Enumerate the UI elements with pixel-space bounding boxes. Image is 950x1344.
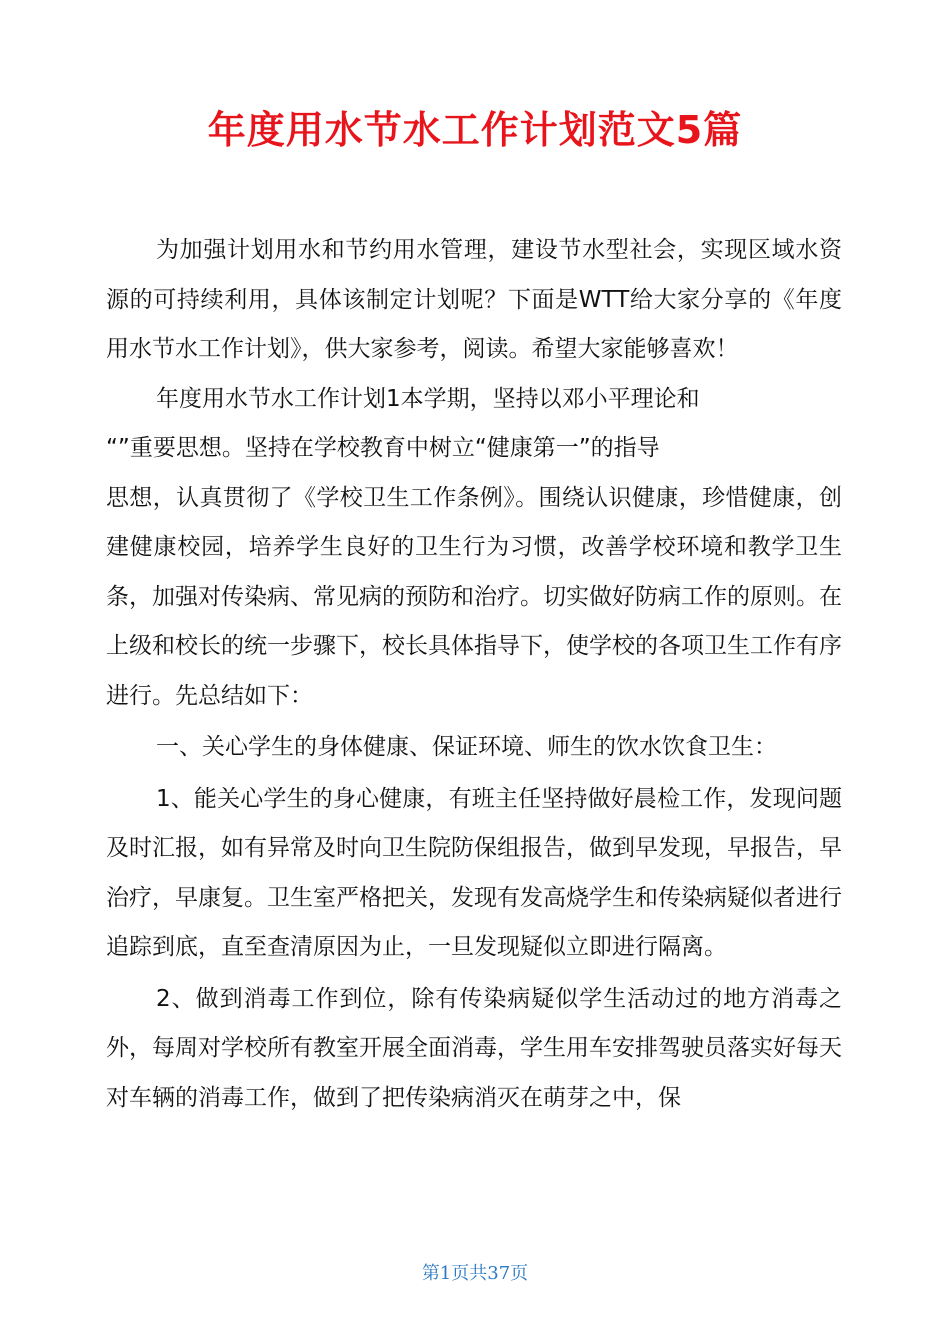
document-title: 年度用水节水工作计划范文5篇 [207,108,743,152]
paragraph-plan-1-line-2: “”重要思想。坚持在学校教育中树立“健康第一”的指导 [106,435,660,461]
document-body [106,226,842,1123]
paragraph-plan-1-body: 思想，认真贯彻了《学校卫生工作条例》。围绕认识健康，珍惜健康，创建健康校园，培养学生良好的卫生行为习惯，改善学校环境和教学卫生条，加强对传染病、常见病的预防和治疗。切实做好防病工作的原则。在上级和校长的统一步骤下，校长具体指导下，使学校的各项卫生工作有序进行。先总结如下： [106,484,842,709]
paragraph-item-2: 2、做到消毒工作到位，除有传染病疑似学生活动过的地方消毒之外，每周对学校所有教室开展全面消毒，学生用车安排驾驶员落实好每天对车辆的消毒工作，做到了把传染病消灭在萌芽之中，保 [106,985,842,1111]
page-footer: 第1页共37页 [421,1263,529,1284]
paragraph-plan-1-start: 年度用水节水工作计划1本学期，坚持以邓小平理论和 [156,385,700,412]
paragraph-intro: 为加强计划用水和节约用水管理，建设节水型社会，实现区域水资源的可持续利用，具体该制定计划呢？下面是WTT给大家分享的《年度用水节水工作计划》，供大家参考，阅读。希望大家能够喜欢！ [106,237,842,362]
paragraph-item-1: 1、能关心学生的身心健康，有班主任坚持做好晨检工作，发现问题及时汇报，如有异常及时向卫生院防保组报告，做到早发现，早报告，早治疗，早康复。卫生室严格把关，发现有发高烧学生和传染病疑似者进行追踪到底，直至查清原因为止，一旦发现疑似立即进行隔离。 [106,785,842,960]
paragraph-section-1-heading: 一、关心学生的身体健康、保证环境、师生的饮水饮食卫生： [156,734,777,760]
